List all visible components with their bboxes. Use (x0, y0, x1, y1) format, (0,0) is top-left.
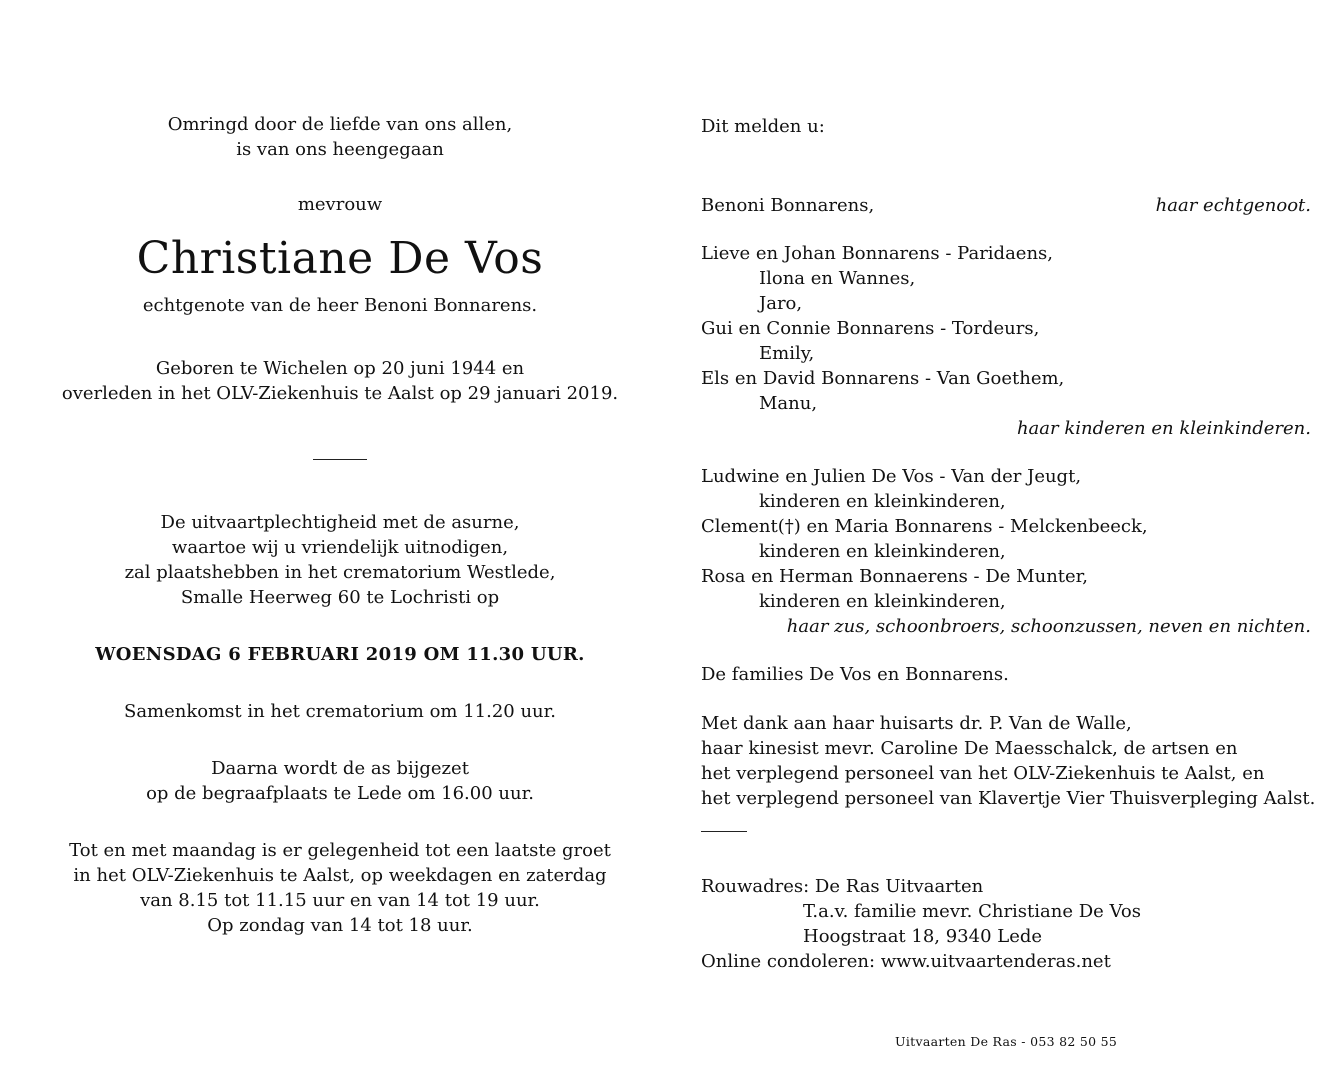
family-line: Els en David Bonnarens - Van Goethem, (701, 368, 1065, 389)
thanks-line: het verplegend personeel van het OLV-Ziekenhuis te Aalst, en (701, 763, 1265, 784)
address-line: T.a.v. familie mevr. Christiane De Vos (803, 901, 1141, 922)
family-line: Manu, (759, 393, 818, 414)
ceremony-line: Smalle Heerweg 60 te Lochristi op (180, 587, 500, 608)
siblings-role: haar zus, schoonbroers, schoonzussen, neven en nichten. (786, 616, 1311, 637)
family-line: kinderen en kleinkinderen, (759, 541, 1006, 562)
intro-line: is van ons heengegaan (236, 139, 444, 160)
birth-death-line: Geboren te Wichelen op 20 juni 1944 en (155, 358, 525, 379)
spouse-line: echtgenote van de heer Benoni Bonnarens. (142, 295, 538, 316)
ceremony-line: zal plaatshebben in het crematorium Westlede, (124, 562, 556, 583)
family-line: Clement(†) en Maria Bonnarens - Melckenbeeck, (701, 516, 1148, 537)
families-line: De families De Vos en Bonnarens. (701, 664, 1009, 685)
visiting-line: Tot en met maandag is er gelegenheid tot een laatste groet (69, 840, 611, 861)
gathering-line: Samenkomst in het crematorium om 11.20 uur. (123, 701, 557, 722)
ceremony-date: WOENSDAG 6 FEBRUARI 2019 OM 11.30 UUR. (95, 644, 585, 665)
burial-line: op de begraafplaats te Lede om 16.00 uur. (146, 783, 534, 804)
burial-line: Daarna wordt de as bijgezet (211, 758, 469, 779)
intro-line: Omringd door de liefde van ons allen, (167, 114, 513, 135)
address-label: Rouwadres: De Ras Uitvaarten (701, 876, 984, 897)
ceremony-line: waartoe wij u vriendelijk uitnodigen, (171, 537, 509, 558)
family-line: kinderen en kleinkinderen, (759, 491, 1006, 512)
funeral-home-footer: Uitvaarten De Ras - 053 82 50 55 (895, 1034, 1118, 1049)
spouse-name: Benoni Bonnarens, (701, 195, 875, 216)
family-line: Ludwine en Julien De Vos - Van der Jeugt, (701, 466, 1082, 487)
spouse-role: haar echtgenoot. (1155, 195, 1311, 216)
thanks-line: het verplegend personeel van Klavertje Vier Thuisverpleging Aalst. (701, 788, 1316, 809)
family-line: Gui en Connie Bonnarens - Tordeurs, (701, 318, 1040, 339)
address-line: Hoogstraat 18, 9340 Lede (803, 926, 1043, 947)
online-condolence: Online condoleren: www.uitvaartenderas.net (701, 951, 1111, 972)
deceased-name: Christiane De Vos (136, 233, 544, 284)
family-line: kinderen en kleinkinderen, (759, 591, 1006, 612)
visiting-line: van 8.15 tot 11.15 uur en van 14 tot 19 uur. (140, 890, 540, 911)
spouse-row (701, 193, 1311, 218)
family-line: Rosa en Herman Bonnaerens - De Munter, (701, 566, 1089, 587)
family-line: Jaro, (759, 293, 803, 314)
family-line: Ilona en Wannes, (759, 268, 916, 289)
children-role: haar kinderen en kleinkinderen. (1016, 418, 1311, 439)
announcement-column (40, 112, 640, 938)
birth-death-line: overleden in het OLV-Ziekenhuis te Aalst op 29 januari 2019. (61, 383, 619, 404)
thanks-line: haar kinesist mevr. Caroline De Maesschalck, de artsen en (701, 738, 1238, 759)
title-word: mevrouw (297, 194, 383, 215)
thanks-line: Met dank aan haar huisarts dr. P. Van de Walle, (701, 713, 1132, 734)
visiting-line: Op zondag van 14 tot 18 uur. (207, 915, 473, 936)
family-column (701, 114, 1316, 974)
family-line: Emily, (759, 343, 815, 364)
ceremony-line: De uitvaartplechtigheid met de asurne, (160, 512, 520, 533)
opening-line: Dit melden u: (701, 116, 825, 137)
family-line: Lieve en Johan Bonnarens - Paridaens, (701, 243, 1054, 264)
visiting-line: in het OLV-Ziekenhuis te Aalst, op weekdagen en zaterdag (73, 865, 607, 886)
